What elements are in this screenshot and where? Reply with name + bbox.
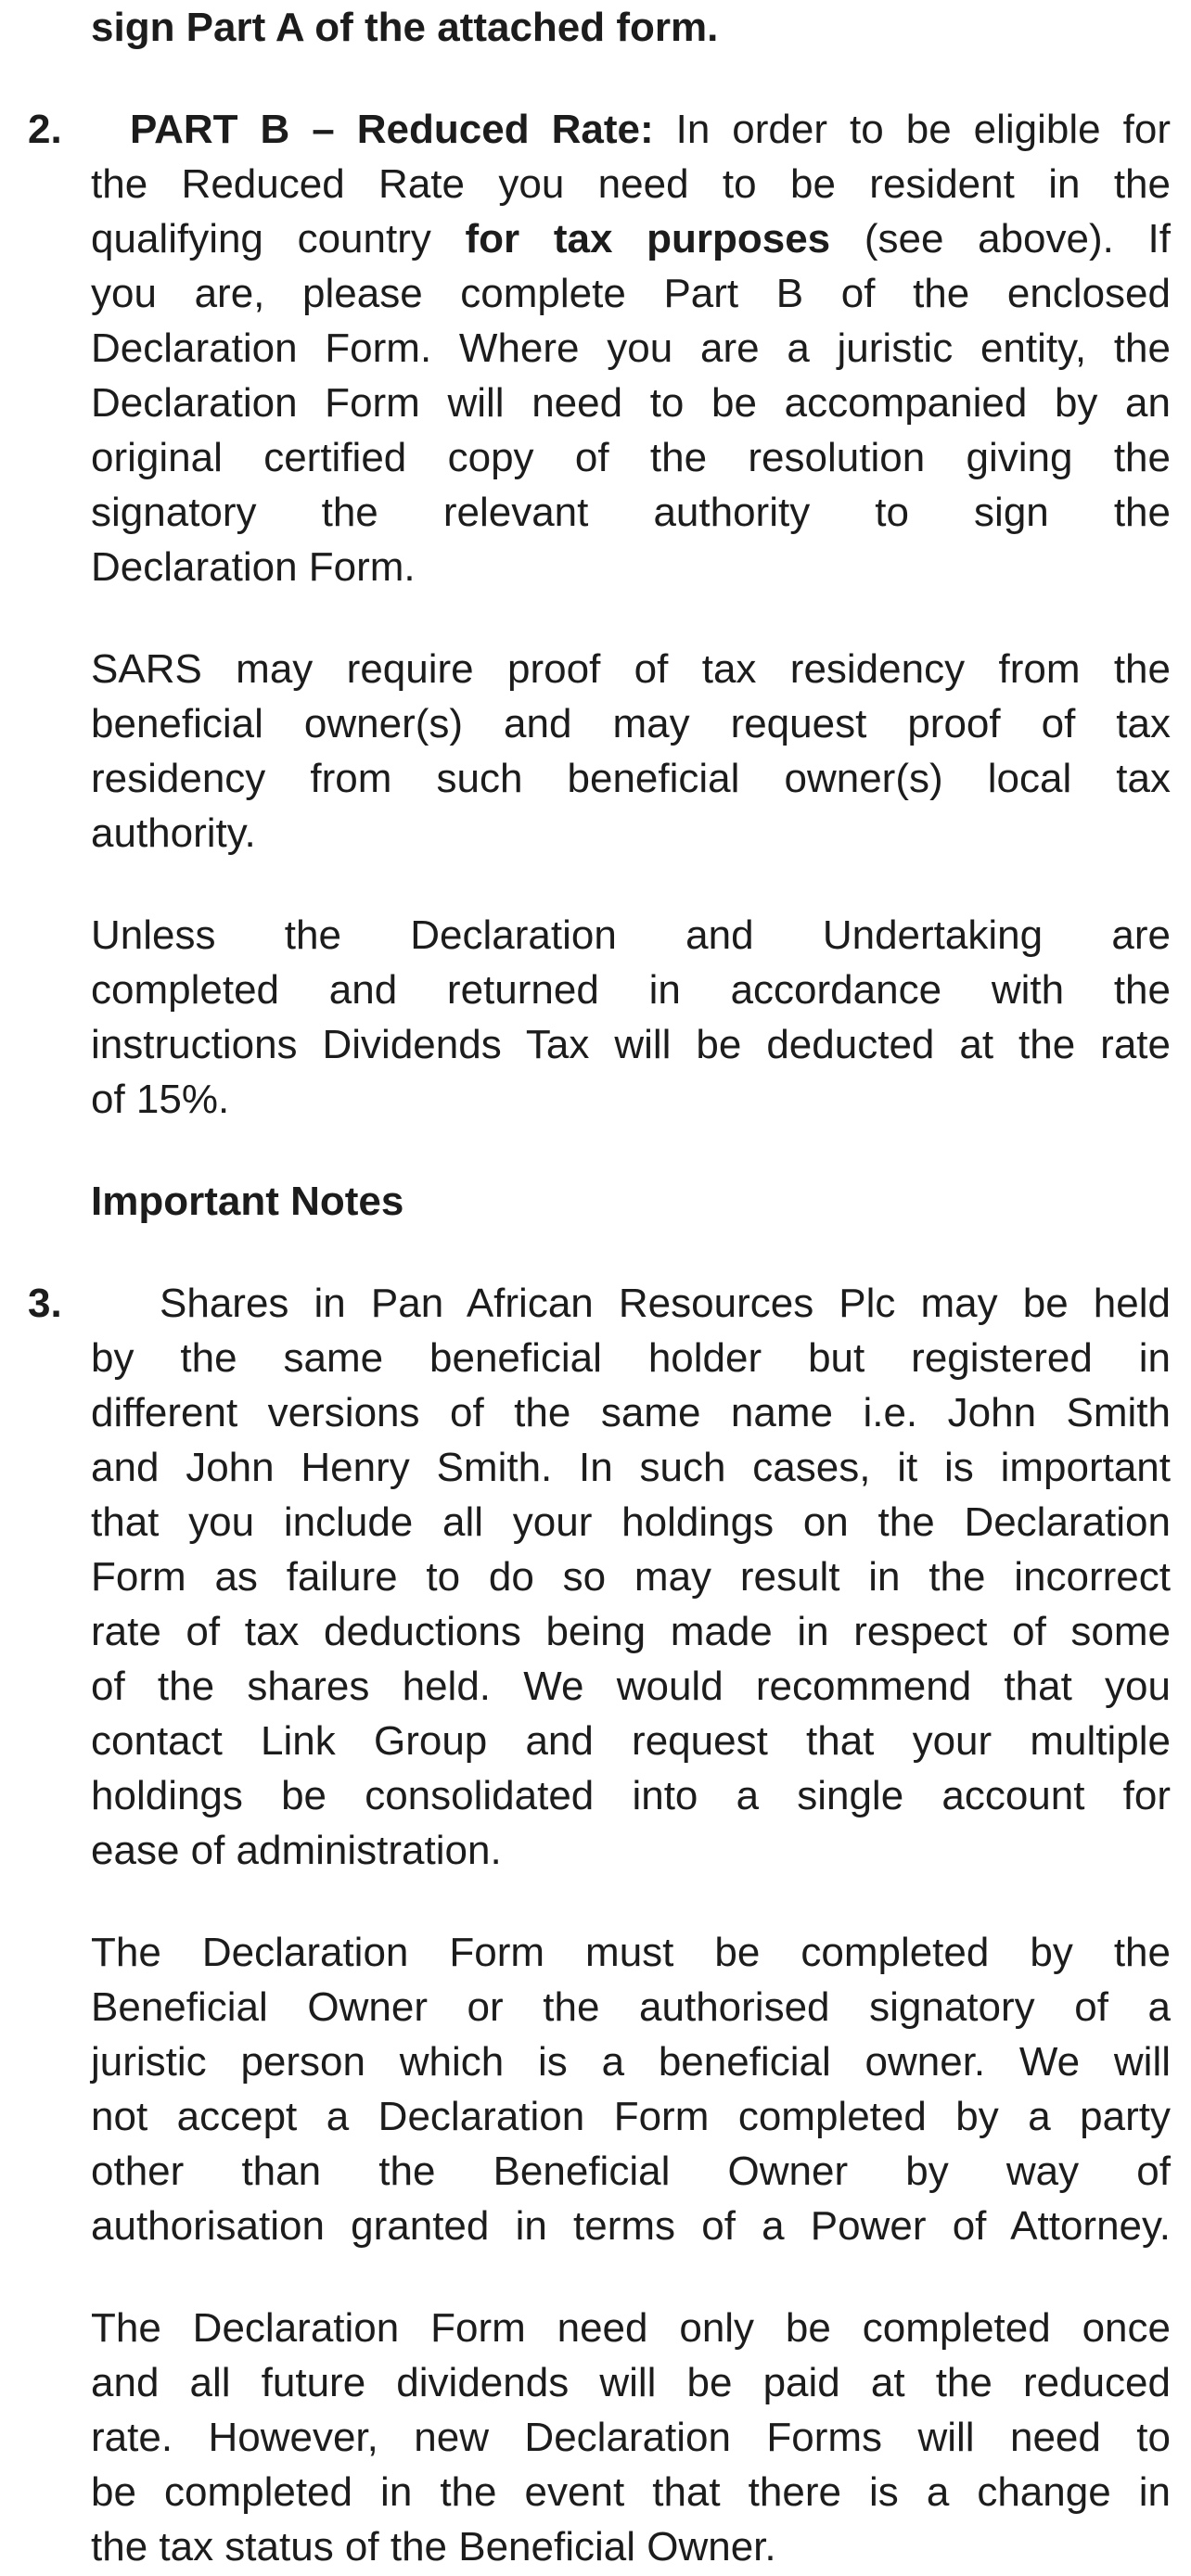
sars-line-4: authority. (91, 810, 256, 856)
item-3-line-11: ease of administration. (91, 1828, 502, 1873)
item-3-line-4: and John Henry Smith. In such cases, it is important (91, 1445, 1171, 1490)
declaration-line-3: juristic person which is a beneficial owner. We will (91, 2039, 1171, 2085)
item-2-line-1-rest: In order to be eligible for (653, 107, 1171, 152)
item-3-line-3: different versions of the same name i.e. John Smith (91, 1390, 1171, 1435)
item-2-line-6: Declaration Form will need to be accompanied by an (91, 380, 1171, 426)
once-line-3: rate. However, new Declaration Forms will need to (91, 2415, 1171, 2460)
declaration-line-4: not accept a Declaration Form completed by a party (91, 2094, 1171, 2139)
item-3-line-5: that you include all your holdings on the Declaration (91, 1499, 1171, 1545)
sars-line-2: beneficial owner(s) and may request proof of tax (91, 701, 1171, 746)
item-3-line-1: Shares in Pan African Resources Plc may be held (160, 1281, 1171, 1326)
sars-line-1: SARS may require proof of tax residency from the (91, 646, 1171, 692)
item-3-line-2: by the same beneficial holder but registered in (91, 1335, 1171, 1381)
item-3-line-6: Form as failure to do so may result in the incorrect (91, 1554, 1171, 1600)
item-2-line-3-bold: for tax purposes (465, 216, 831, 261)
unless-line-2: completed and returned in accordance with the (91, 967, 1171, 1013)
declaration-line-6: authorisation granted in terms of a Power of Attorney. (91, 2203, 1171, 2249)
sars-line-3: residency from such beneficial owner(s) local tax (91, 756, 1171, 801)
declaration-line-1: The Declaration Form must be completed by the (91, 1930, 1171, 1975)
item-2-line-3 (91, 211, 1171, 266)
item-3-line-7: rate of tax deductions being made in respect of some (91, 1609, 1171, 1654)
item-2-line-5: Declaration Form. Where you are a juristic entity, the (91, 325, 1171, 371)
item-2-line-3-post: (see above). If (830, 216, 1171, 261)
declaration-line-5: other than the Beneficial Owner by way of (91, 2149, 1171, 2194)
declaration-line-2: Beneficial Owner or the authorised signatory of a (91, 1984, 1171, 2030)
item-2-heading: PART B – Reduced Rate: (130, 107, 654, 152)
unless-line-4: of 15%. (91, 1077, 230, 1122)
item-3-line-9: contact Link Group and request that your multiple (91, 1718, 1171, 1764)
item-2-line-4: you are, please complete Part B of the enclosed (91, 271, 1171, 316)
important-notes-heading: Important Notes (91, 1179, 404, 1224)
unless-line-3: instructions Dividends Tax will be deducted at the rate (91, 1022, 1171, 1067)
item-3-number: 3. (28, 1281, 62, 1326)
item-2-line-2: the Reduced Rate you need to be resident in the (91, 161, 1171, 207)
item-2-line-1 (130, 102, 1171, 157)
unless-line-1: Unless the Declaration and Undertaking are (91, 912, 1171, 958)
item-2-line-9: Declaration Form. (91, 544, 416, 590)
once-line-5: the tax status of the Beneficial Owner. (91, 2524, 776, 2570)
item-2-line-8: signatory the relevant authority to sign the (91, 490, 1171, 535)
once-line-2: and all future dividends will be paid at the reduced (91, 2360, 1171, 2405)
top-line: sign Part A of the attached form. (91, 5, 719, 50)
once-line-1: The Declaration Form need only be completed once (91, 2305, 1171, 2351)
item-3-line-10: holdings be consolidated into a single account for (91, 1773, 1171, 1818)
item-2-number: 2. (28, 107, 62, 152)
item-2-line-3-pre: qualifying country (91, 216, 466, 261)
once-line-4: be completed in the event that there is a change in (91, 2469, 1171, 2515)
item-3-line-8: of the shares held. We would recommend that you (91, 1664, 1171, 1709)
item-2-line-7: original certified copy of the resolution giving the (91, 435, 1171, 480)
